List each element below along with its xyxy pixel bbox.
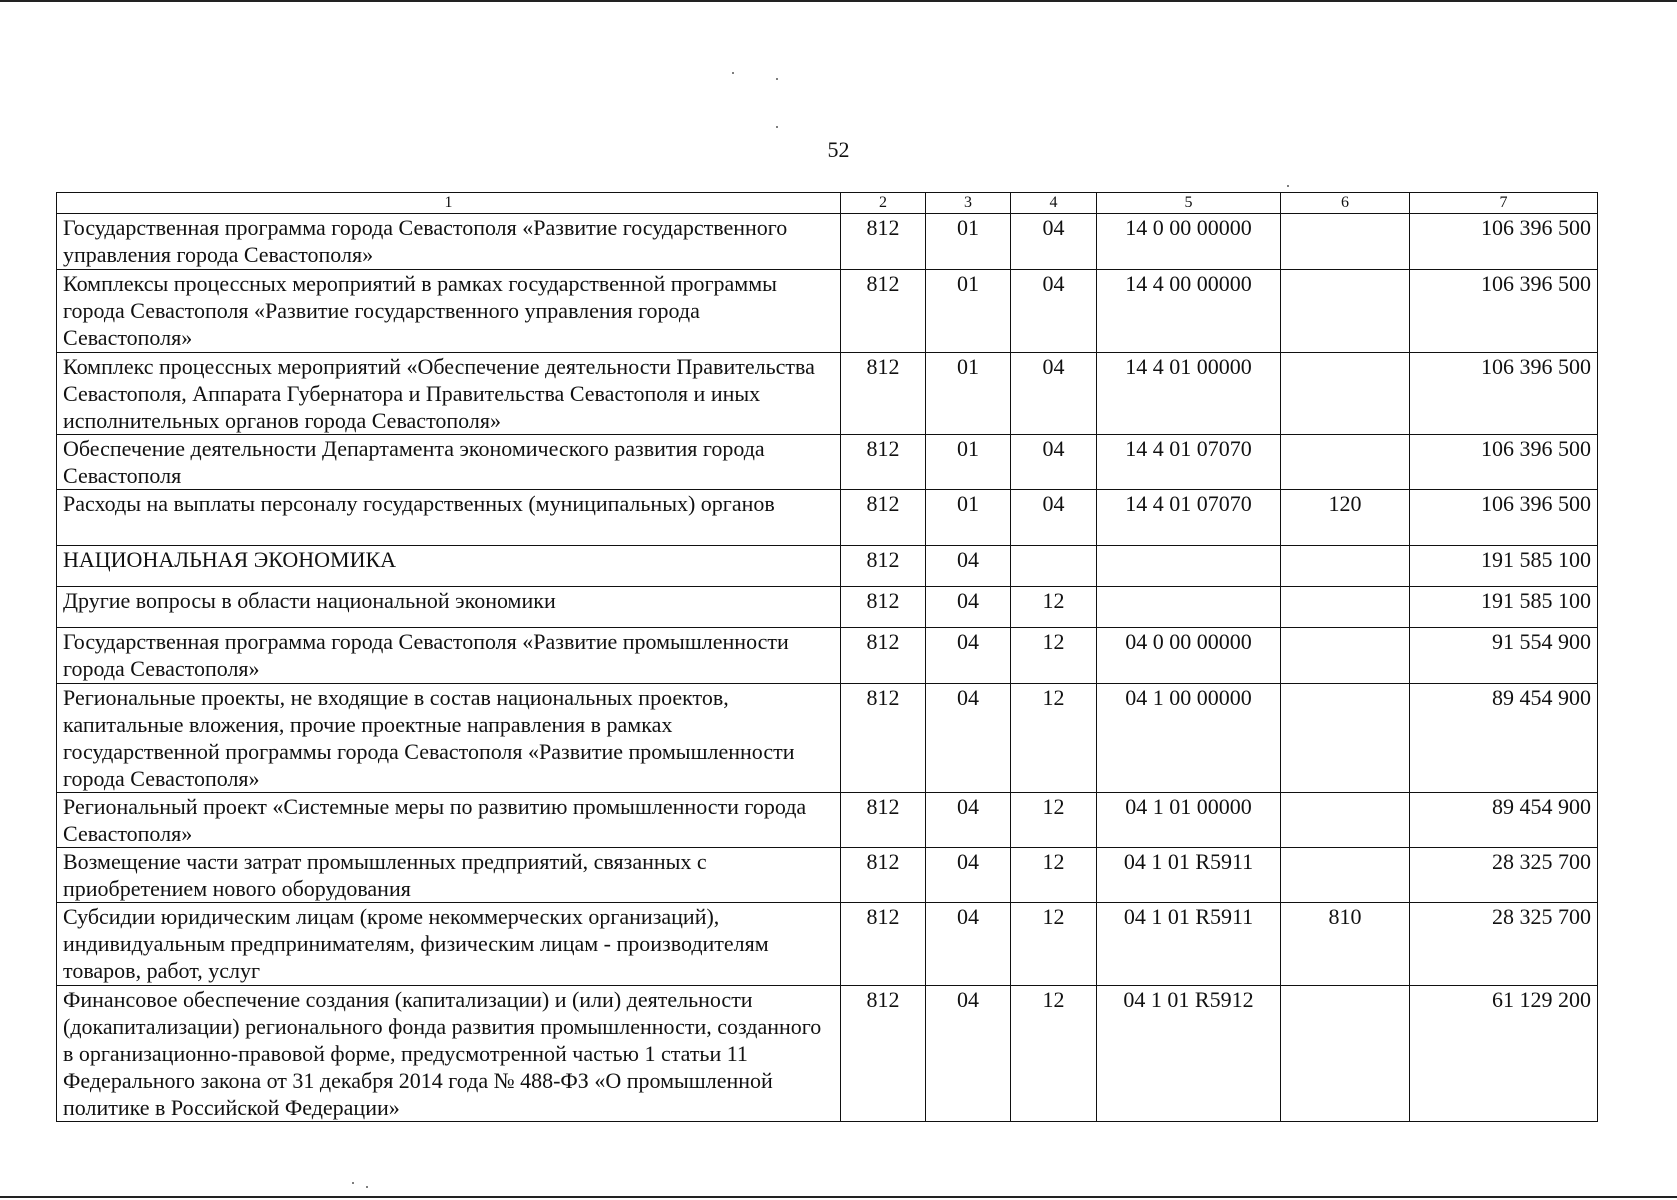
table-row (57, 270, 1598, 353)
item-name: Другие вопросы в области национальной экономики (57, 587, 841, 628)
amount: 106 396 500 (1410, 490, 1598, 546)
target-article-code: 04 1 01 R5911 (1097, 848, 1281, 903)
expense-type-code (1281, 793, 1410, 848)
section-code: 04 (926, 546, 1011, 587)
table-row (57, 435, 1598, 490)
amount: 28 325 700 (1410, 903, 1598, 986)
target-article-code: 04 1 01 00000 (1097, 793, 1281, 848)
scan-speck (352, 1182, 354, 1184)
subsection-code: 12 (1011, 848, 1097, 903)
item-name: Расходы на выплаты персоналу государственных (муниципальных) органов (57, 490, 841, 546)
subsection-code (1011, 546, 1097, 587)
ministry-code: 812 (841, 214, 926, 270)
section-code: 04 (926, 684, 1011, 793)
expense-type-code (1281, 270, 1410, 353)
table-row (57, 214, 1598, 270)
target-article-code: 14 0 00 00000 (1097, 214, 1281, 270)
table-row (57, 546, 1598, 587)
table-row (57, 353, 1598, 435)
subsection-code: 12 (1011, 628, 1097, 684)
amount: 191 585 100 (1410, 587, 1598, 628)
column-header: 1 (57, 193, 841, 214)
ministry-code: 812 (841, 793, 926, 848)
section-code: 01 (926, 214, 1011, 270)
section-code: 01 (926, 435, 1011, 490)
amount: 191 585 100 (1410, 546, 1598, 587)
scan-speck (776, 126, 778, 128)
ministry-code: 812 (841, 353, 926, 435)
item-name: Государственная программа города Севастополя «Развитие государственного управления города Севастополя» (57, 214, 841, 270)
column-header: 4 (1011, 193, 1097, 214)
scan-bottom-edge (0, 1196, 1677, 1198)
item-name: Комплексы процессных мероприятий в рамках государственной программы города Севастополя «Развитие государственного управления города Севастополя» (57, 270, 841, 353)
ministry-code: 812 (841, 270, 926, 353)
section-code: 04 (926, 587, 1011, 628)
header-row (57, 193, 1598, 214)
section-code: 04 (926, 793, 1011, 848)
item-name: Комплекс процессных мероприятий «Обеспечение деятельности Правительства Севастополя, Аппарата Губернатора и Правительства Севастополя и иных исполнительных органов города Севастополя» (57, 353, 841, 435)
subsection-code: 12 (1011, 793, 1097, 848)
column-header: 3 (926, 193, 1011, 214)
expense-type-code: 810 (1281, 903, 1410, 986)
subsection-code: 12 (1011, 587, 1097, 628)
subsection-code: 04 (1011, 270, 1097, 353)
table-row (57, 986, 1598, 1122)
ministry-code: 812 (841, 490, 926, 546)
section-code: 04 (926, 986, 1011, 1122)
target-article-code: 04 1 00 00000 (1097, 684, 1281, 793)
expense-type-code (1281, 546, 1410, 587)
expense-type-code (1281, 587, 1410, 628)
subsection-code: 04 (1011, 214, 1097, 270)
amount: 106 396 500 (1410, 270, 1598, 353)
target-article-code (1097, 546, 1281, 587)
item-name: Региональный проект «Системные меры по развитию промышленности города Севастополя» (57, 793, 841, 848)
ministry-code: 812 (841, 986, 926, 1122)
table-row (57, 628, 1598, 684)
item-name: Финансовое обеспечение создания (капитализации) и (или) деятельности (докапитализации) регионального фонда развития промышленности, созданного в организационно-правовой форме, предусмотренной частью 1 статьи 11 Федерального закона от 31 декабря 2014 года № 488-ФЗ «О промышленной политике в Российской Федерации» (57, 986, 841, 1122)
section-code: 04 (926, 903, 1011, 986)
item-name: Субсидии юридическим лицам (кроме некоммерческих организаций), индивидуальным предпринимателям, физическим лицам - производителям товаров, работ, услуг (57, 903, 841, 986)
table-row (57, 793, 1598, 848)
amount: 89 454 900 (1410, 793, 1598, 848)
ministry-code: 812 (841, 546, 926, 587)
section-code: 04 (926, 628, 1011, 684)
column-header: 5 (1097, 193, 1281, 214)
ministry-code: 812 (841, 435, 926, 490)
item-name: Возмещение части затрат промышленных предприятий, связанных с приобретением нового оборудования (57, 848, 841, 903)
expense-type-code (1281, 435, 1410, 490)
target-article-code: 14 4 00 00000 (1097, 270, 1281, 353)
table-row (57, 903, 1598, 986)
table-row (57, 684, 1598, 793)
column-header: 7 (1410, 193, 1598, 214)
ministry-code: 812 (841, 903, 926, 986)
target-article-code (1097, 587, 1281, 628)
scan-speck (776, 78, 778, 80)
column-header: 2 (841, 193, 926, 214)
expense-type-code: 120 (1281, 490, 1410, 546)
ministry-code: 812 (841, 848, 926, 903)
scan-speck (366, 1186, 368, 1188)
amount: 106 396 500 (1410, 435, 1598, 490)
scan-speck (1287, 185, 1289, 187)
amount: 89 454 900 (1410, 684, 1598, 793)
target-article-code: 04 0 00 00000 (1097, 628, 1281, 684)
section-code: 04 (926, 848, 1011, 903)
scan-speck (732, 72, 734, 74)
expense-type-code (1281, 848, 1410, 903)
item-name: Обеспечение деятельности Департамента экономического развития города Севастополя (57, 435, 841, 490)
expense-type-code (1281, 214, 1410, 270)
ministry-code: 812 (841, 628, 926, 684)
ministry-code: 812 (841, 587, 926, 628)
ministry-code: 812 (841, 684, 926, 793)
subsection-code: 12 (1011, 903, 1097, 986)
amount: 106 396 500 (1410, 214, 1598, 270)
target-article-code: 04 1 01 R5911 (1097, 903, 1281, 986)
subsection-code: 04 (1011, 490, 1097, 546)
expense-type-code (1281, 353, 1410, 435)
target-article-code: 04 1 01 R5912 (1097, 986, 1281, 1122)
item-name: Государственная программа города Севастополя «Развитие промышленности города Севастополя» (57, 628, 841, 684)
table-row (57, 490, 1598, 546)
target-article-code: 14 4 01 00000 (1097, 353, 1281, 435)
item-name: Региональные проекты, не входящие в состав национальных проектов, капитальные вложения, прочие проектные направления в рамках государственной программы города Севастополя «Развитие промышленности города Севастополя» (57, 684, 841, 793)
item-name: НАЦИОНАЛЬНАЯ ЭКОНОМИКА (57, 546, 841, 587)
amount: 106 396 500 (1410, 353, 1598, 435)
subsection-code: 04 (1011, 353, 1097, 435)
page-number: 52 (827, 137, 850, 162)
section-code: 01 (926, 353, 1011, 435)
expense-type-code (1281, 986, 1410, 1122)
section-code: 01 (926, 270, 1011, 353)
table-row (57, 587, 1598, 628)
target-article-code: 14 4 01 07070 (1097, 435, 1281, 490)
amount: 28 325 700 (1410, 848, 1598, 903)
table-row (57, 848, 1598, 903)
expense-type-code (1281, 628, 1410, 684)
column-header: 6 (1281, 193, 1410, 214)
subsection-code: 12 (1011, 684, 1097, 793)
section-code: 01 (926, 490, 1011, 546)
budget-table (56, 192, 1598, 1122)
scan-top-edge (0, 0, 1677, 2)
amount: 91 554 900 (1410, 628, 1598, 684)
subsection-code: 12 (1011, 986, 1097, 1122)
expense-type-code (1281, 684, 1410, 793)
target-article-code: 14 4 01 07070 (1097, 490, 1281, 546)
subsection-code: 04 (1011, 435, 1097, 490)
amount: 61 129 200 (1410, 986, 1598, 1122)
